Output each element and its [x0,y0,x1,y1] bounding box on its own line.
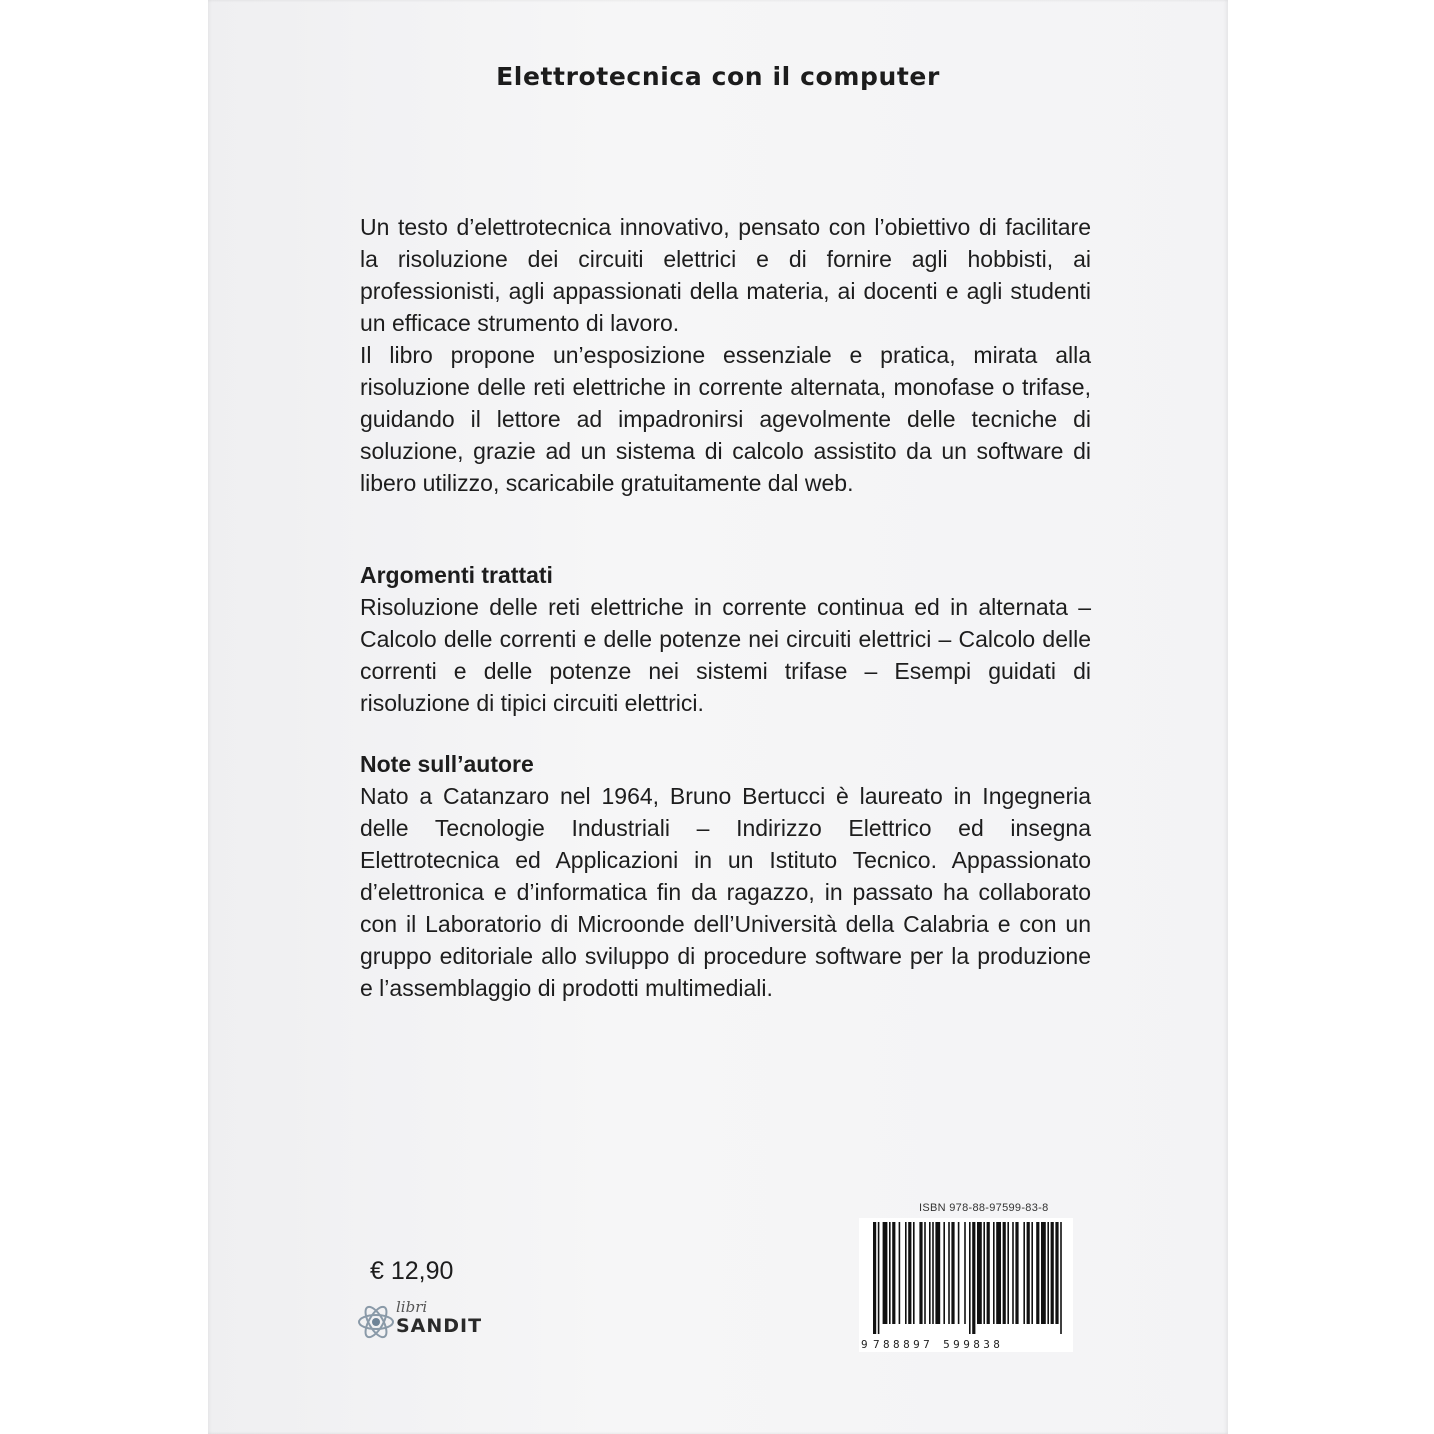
barcode-bar [964,1222,966,1324]
author-heading: Note sull’autore [360,751,534,777]
price-label: € 12,90 [370,1257,454,1285]
barcode-bar [873,1222,876,1334]
barcode-bar [943,1222,945,1324]
barcode-bar [1027,1222,1030,1324]
book-back-cover [208,0,1228,1434]
publisher-libri-text: libri [396,1298,428,1316]
book-title: Elettrotecnica con il computer [496,62,940,91]
barcode-bar [889,1222,891,1324]
topics-section [360,559,1091,719]
barcode-box [859,1218,1073,1352]
barcode-bar [908,1222,911,1324]
description-paragraph-1: Un testo d’elettrotecnica innovativo, pensato con l’obiettivo di facilitare la risoluzione dei circuiti elettrici e di fornire agli hobbisti, ai professionisti, agli appassionati della materia, ai docenti e agli studenti un efficace strumento di lavoro. [360,214,1091,336]
barcode-bar [1041,1222,1046,1324]
barcode-bar [1015,1222,1018,1324]
barcode-bar [1003,1222,1006,1324]
barcode-bar [969,1222,971,1334]
barcode-first-digit: 9 [861,1338,868,1351]
barcode-bar [948,1222,950,1324]
barcode-bar [913,1222,915,1324]
isbn-label: ISBN 978-88-97599-83-8 [919,1202,1049,1214]
barcode-bar [935,1222,940,1324]
barcode-bar [1007,1222,1009,1324]
barcode-bar [883,1222,888,1324]
barcode-bar [1023,1222,1025,1324]
topics-heading: Argomenti trattati [360,562,553,588]
barcode-bar [932,1222,934,1324]
barcode-bar [951,1222,954,1324]
author-section [360,748,1091,1004]
barcode-bar [977,1222,982,1324]
barcode-bar [929,1222,931,1324]
barcode-bar [983,1222,985,1324]
barcode-bar [958,1222,960,1324]
barcode-bar [972,1222,975,1334]
barcode-bar [996,1222,1001,1324]
book-description [360,211,1091,499]
barcode-bar [919,1222,922,1324]
isbn-barcode [859,1200,1085,1360]
barcode-bar [899,1222,901,1324]
barcode-bar [1031,1222,1033,1324]
barcode-bar [987,1222,990,1324]
barcode-bar [1055,1222,1058,1324]
barcode-bar [924,1222,926,1324]
atom-icon [356,1302,396,1342]
barcode-bar [1051,1222,1054,1324]
barcode-digits: 788897 599838 [873,1338,1004,1351]
barcode-bar [1047,1222,1049,1324]
barcode-bar [1012,1222,1014,1324]
barcode-bar [905,1222,907,1324]
barcode-bar [1060,1222,1062,1334]
barcode-bar [993,1222,995,1324]
topics-text: Risoluzione delle reti elettriche in corrente continua ed in alternata – Calcolo delle correnti e delle potenze nei circuiti elettrici – Calcolo delle correnti e delle potenze nei sistemi trifase – Esempi guidati di risoluzione di tipici circuiti elettrici. [360,594,1091,716]
barcode-bar [892,1222,895,1324]
barcode-bar [878,1222,880,1334]
publisher-logo [356,1298,496,1344]
description-paragraph-2: Il libro propone un’esposizione essenziale e pratica, mirata alla risoluzione delle reti elettriche in corrente alternata, monofase o trifase, guidando il lettore ad impadronirsi agevolmente delle tecniche di soluzione, grazie ad un sistema di calcolo assistito da un software di libero utilizzo, scaricabile gratuitamente dal web. [360,342,1091,496]
author-text: Nato a Catanzaro nel 1964, Bruno Bertucci è laureato in Ingegneria delle Tecnologie Industriali – Indirizzo Elettrico ed insegna Elettrotecnica ed Applicazioni in un Istituto Tecnico. Appassionato d’elettronica e d’informatica fin da ragazzo, in passato ha collaborato con il Laboratorio di Microonde dell’Università della Calabria e con un gruppo editoriale allo sviluppo di procedure software per la produzione e l’assemblaggio di prodotti multimediali. [360,783,1091,1001]
barcode-bar [1036,1222,1039,1324]
publisher-name: SANDIT [396,1315,483,1337]
barcode-icon [859,1218,1073,1336]
